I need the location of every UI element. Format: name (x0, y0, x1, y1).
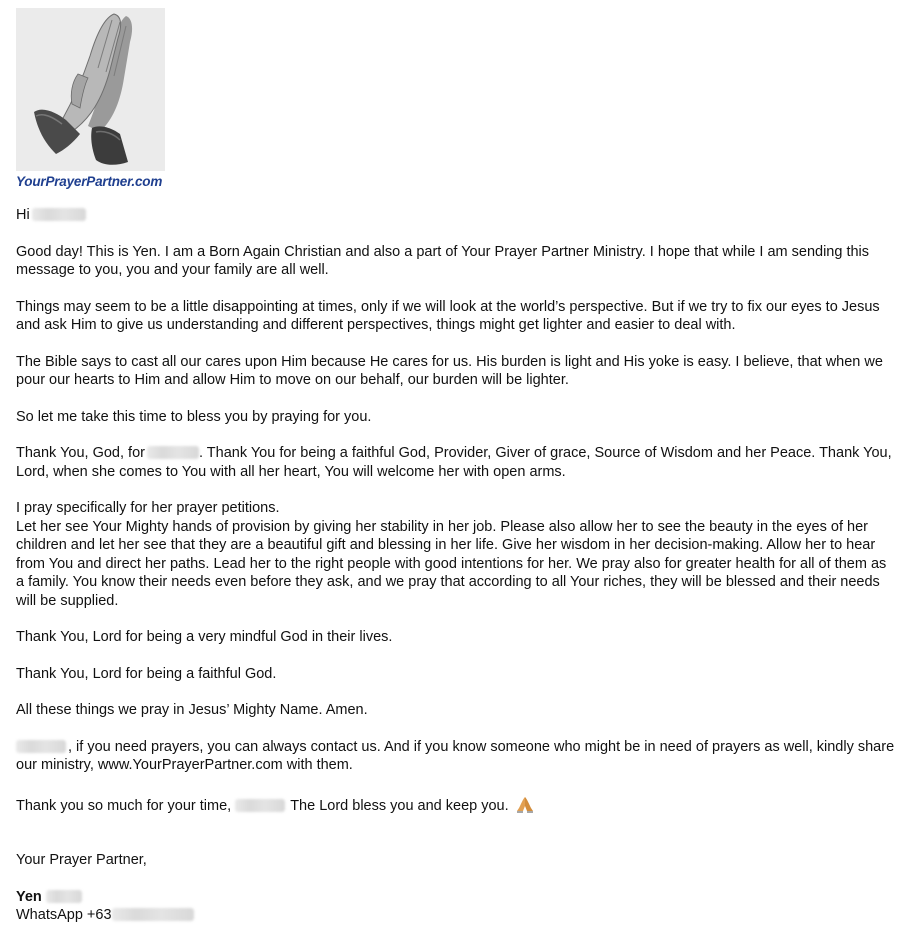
paragraph-faithful: Thank You, Lord for being a faithful God. (16, 665, 277, 682)
paragraph-perspective: Things may seem to be a little disappointing at times, only if we will look at the world’s perspective. But if we try to fix our eyes to Jesus and ask Him to give us understanding and different perspectives, things might get lighter and easier to deal with. (16, 298, 880, 333)
paragraph-bless: So let me take this time to bless you by praying for you. (16, 408, 372, 425)
redacted-surname (46, 890, 82, 903)
paragraph-petitions-intro: I pray specifically for her prayer petitions. (16, 500, 280, 516)
redacted-phone (112, 908, 194, 921)
paragraph-mindful: Thank You, Lord for being a very mindful God in their lives. (16, 629, 393, 645)
redacted-name (147, 446, 199, 459)
whatsapp-label: WhatsApp +63 (16, 907, 112, 923)
logo-brand-text: YourPrayerPartner.com (16, 174, 163, 189)
thanks-god-start: Thank You, God, for (16, 445, 145, 461)
signature-name: Yen (16, 888, 42, 905)
paragraph-contact (16, 738, 898, 775)
paragraph-thanks-god (16, 444, 898, 481)
logo (16, 8, 176, 192)
praying-hands-icon (16, 8, 165, 171)
contact-text: , if you need prayers, you can always contact us. And if you know someone who might be in need of prayers as well, kindly share our ministry, www.YourPrayerPartner.com with them. (16, 738, 895, 773)
redacted-name (235, 799, 285, 812)
thankyou-start: Thank you so much for your time, (16, 797, 232, 814)
paragraph-thankyou (16, 796, 898, 816)
paragraph-bible: The Bible says to cast all our cares upon Him because He cares for us. His burden is light and His yoke is easy. I believe, that when we pour our hearts to Him and allow Him to move on our behalf, our burden will be lighter. (16, 353, 883, 388)
closing-line: Your Prayer Partner, (16, 852, 147, 868)
whatsapp-line (16, 906, 898, 925)
email-body (16, 206, 898, 925)
greeting-text: Hi (16, 207, 30, 223)
thanks-god-rest: . Thank You for being a faithful God, Provider, Giver of grace, Source of Wisdom and her Peace. Thank You, Lord, when she comes to You with all her heart, You will welcome her with open arms. (16, 445, 892, 480)
signature-line (16, 888, 898, 907)
paragraph-petitions: Let her see Your Mighty hands of provision by giving her stability in her job. Please also allow her to see the beauty in the eyes of her children and let her see that they are a beautiful gift and blessing in her life. Give her wisdom in her decision-making. Allow her to hear from You and direct her paths. Lead her to the right people with good intentions for her. We pray also for greater health for all of them as a family. You know their needs even before they ask, and we pray that according to all Your riches, they will be blessed and their needs will be supplied. (16, 518, 887, 609)
praying-hands-emoji (515, 796, 535, 813)
paragraph-amen: All these things we pray in Jesus’ Mighty Name. Amen. (16, 702, 368, 718)
paragraph-intro: Good day! This is Yen. I am a Born Again Christian and also a part of Your Prayer Partner Ministry. I hope that while I am sending this message to you, you and your family are all well. (16, 243, 870, 278)
redacted-name (16, 740, 66, 753)
greeting-line (16, 206, 898, 225)
redacted-name (32, 208, 86, 221)
thankyou-rest: The Lord bless you and keep you. (290, 797, 509, 814)
